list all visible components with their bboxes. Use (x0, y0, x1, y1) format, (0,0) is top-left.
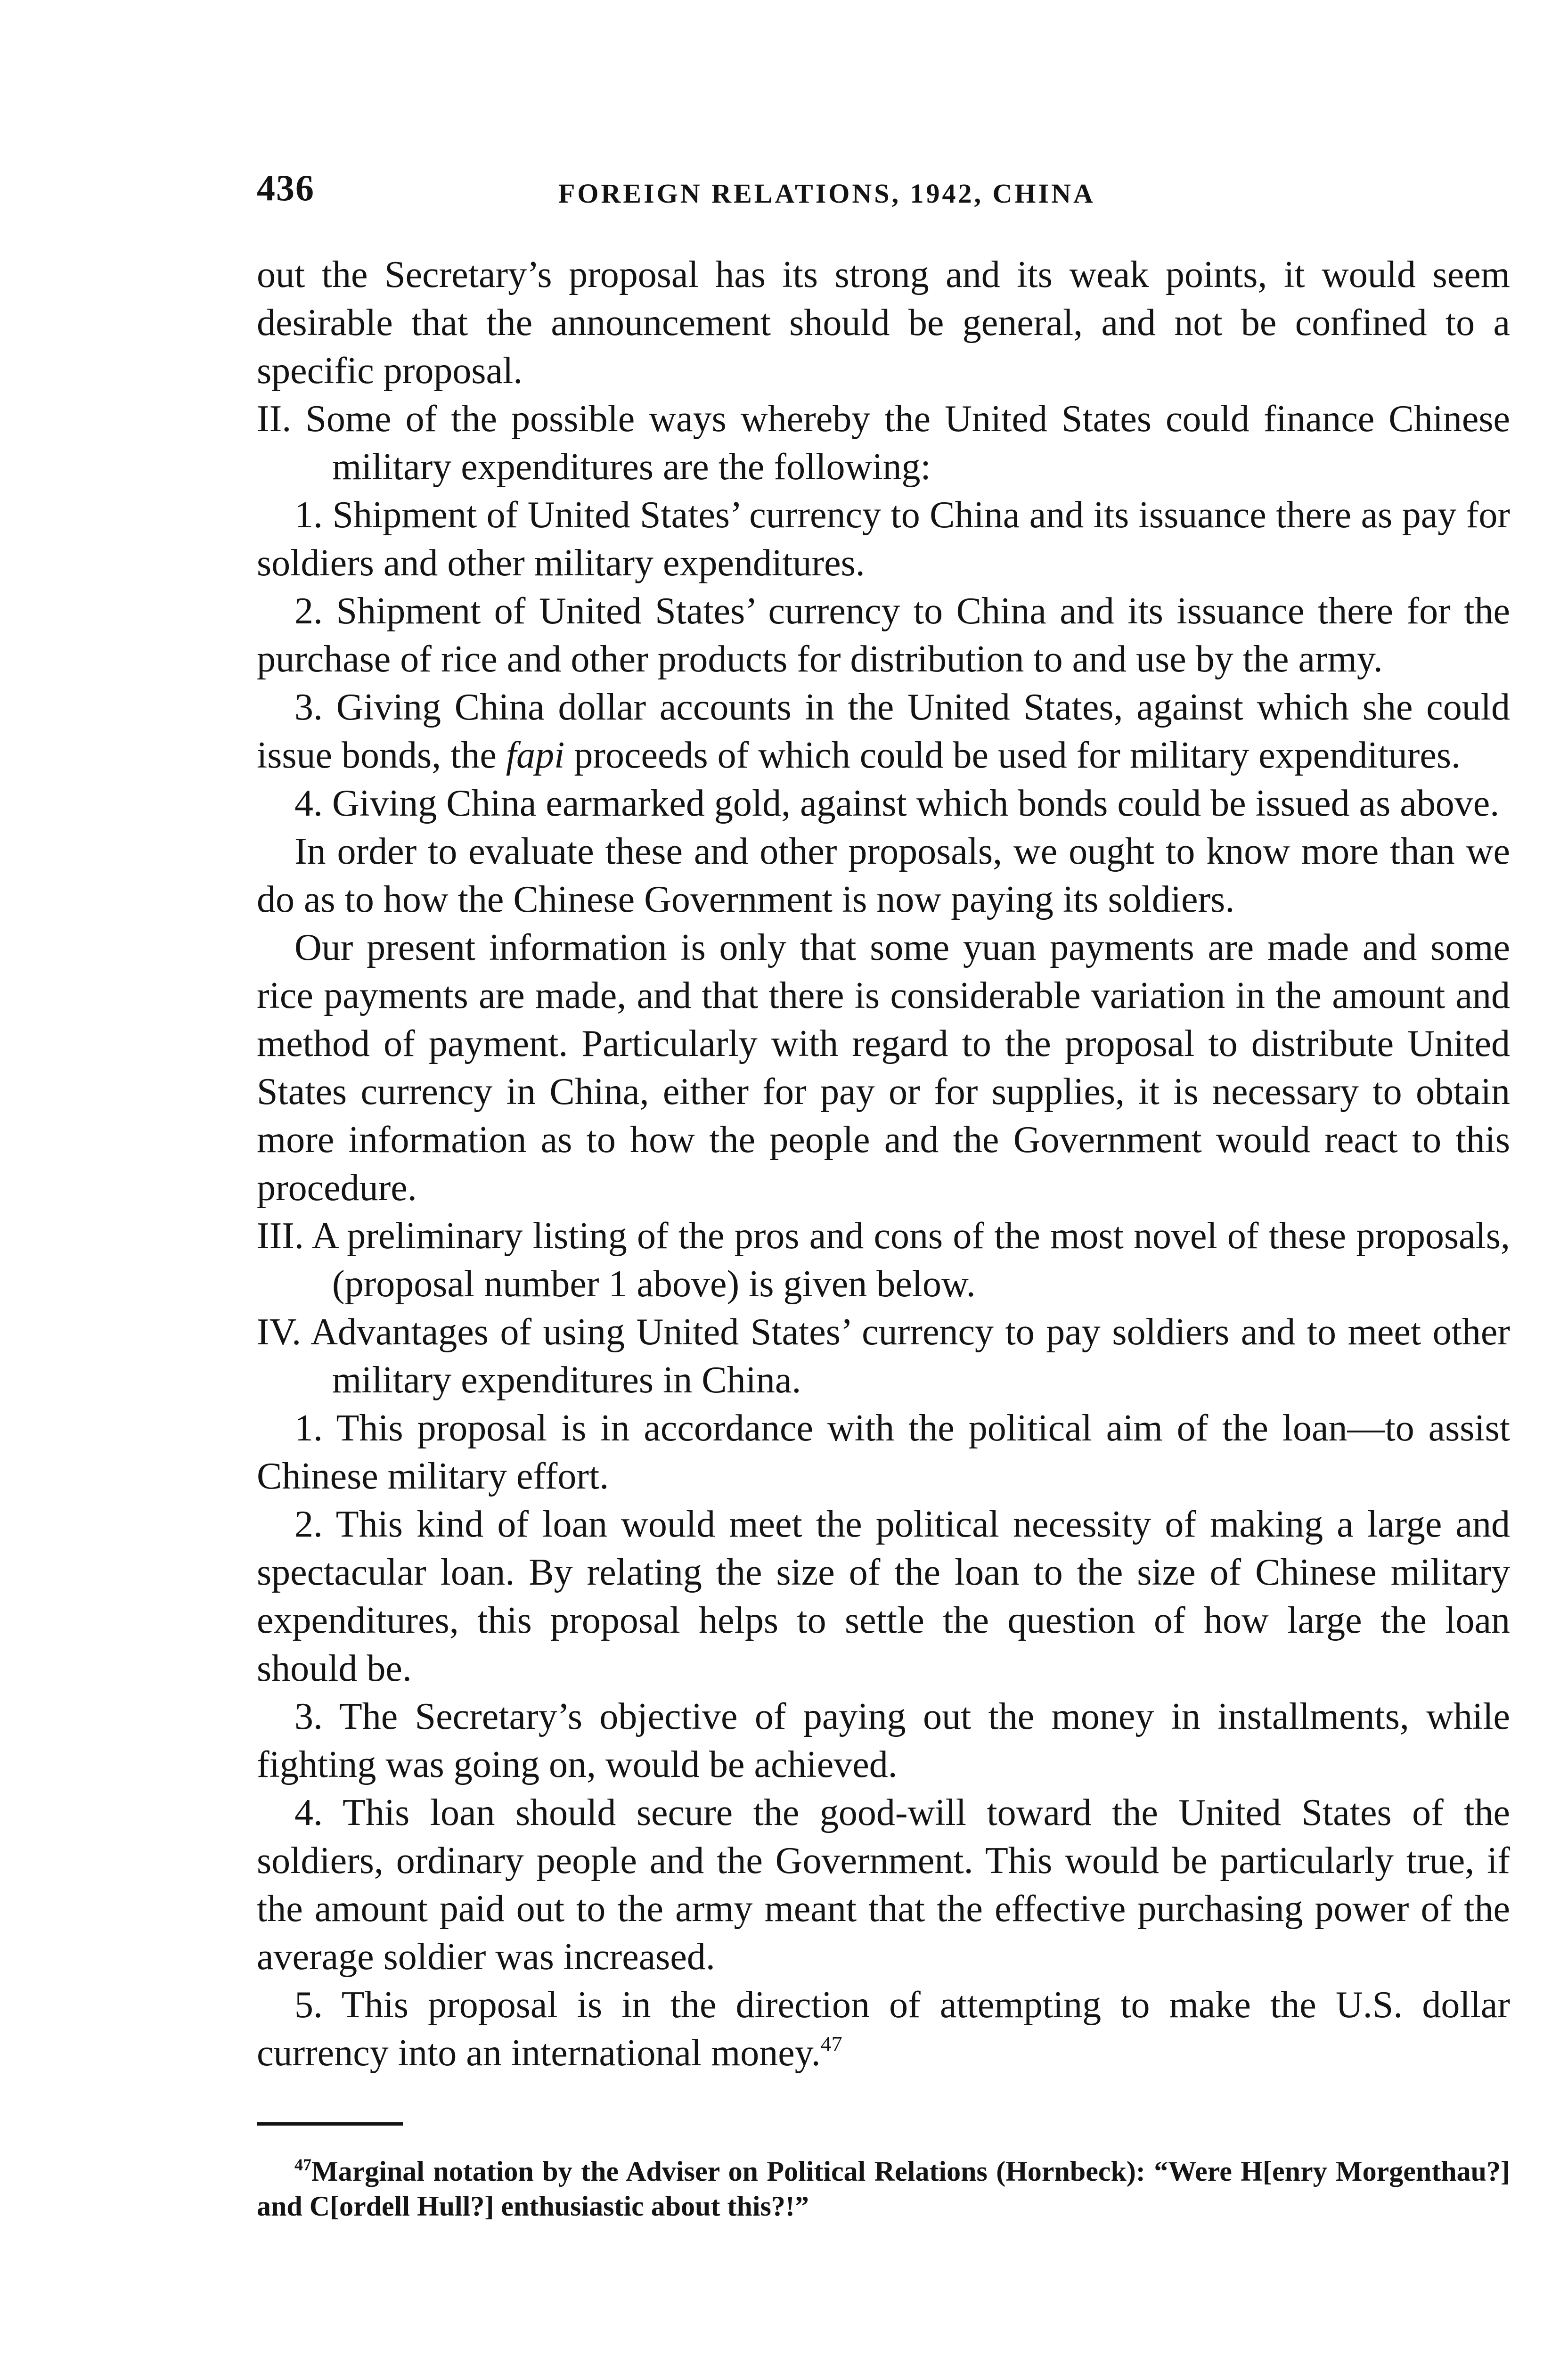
list-item: 2. This kind of loan would meet the political necessity of making a large and spectacular loan. By relating the size of the loan to the size of Chinese military expenditures, this proposal helps to settle the question of how large the loan should be. (257, 1504, 1510, 1689)
list-item: 2. Shipment of United States’ currency to China and its issuance there for the purchase of rice and other products for distribution to and use by the army. (257, 590, 1510, 680)
list-item-text: proceeds of which could be used for military expenditures. (564, 735, 1461, 776)
list-item: 1. Shipment of United States’ currency to China and its issuance there as pay for soldiers and other military expenditures. (257, 494, 1510, 584)
section-ii: II. Some of the possible ways whereby the United States could finance Chinese military expenditures are the following: (257, 398, 1510, 488)
italic-term: fapi (506, 735, 565, 776)
page-number: 436 (257, 167, 315, 208)
body-text (257, 251, 1510, 2077)
footnote-divider (257, 2122, 403, 2126)
list-item (257, 683, 1510, 779)
list-item (257, 1981, 1510, 2077)
document-page (257, 167, 1510, 2252)
list-item-text: 5. This proposal is in the direction of attempting to make the U.S. dollar currency into an international money. (257, 1984, 1510, 2074)
paragraph: Our present information is only that some yuan payments are made and some rice payments are made, and that there is considerable variation in the amount and method of payment. Particularly with regard to the proposal to distribute United States currency in China, either for pay or for supplies, it is necessary to obtain more information as to how the people and the Government would react to this procedure. (257, 927, 1510, 1209)
footnote-mark: 47 (294, 2155, 311, 2174)
list-item-text: 3. Giving China dollar accounts in the United States, against which she could issue bonds, the (257, 687, 1510, 776)
paragraph: In order to evaluate these and other proposals, we ought to know more than we do as to how the Chinese Government is now paying its soldiers. (257, 831, 1510, 920)
footnote-reference[interactable]: 47 (820, 2032, 842, 2056)
list-item: 4. This loan should secure the good-will toward the United States of the soldiers, ordinary people and the Government. This would be particularly true, if the amount paid out to the army meant that the effective purchasing power of the average soldier was increased. (257, 1792, 1510, 1978)
list-item: 1. This proposal is in accordance with the political aim of the loan—to assist Chinese military effort. (257, 1407, 1510, 1497)
section-iii: III. A preliminary listing of the pros and cons of the most novel of these proposals, (proposal number 1 above) is given below. (257, 1215, 1510, 1305)
list-item: 3. The Secretary’s objective of paying out the money in installments, while fighting was going on, would be achieved. (257, 1696, 1510, 1785)
running-head: FOREIGN RELATIONS, 1942, CHINA (558, 178, 1095, 209)
list-item: 4. Giving China earmarked gold, against which bonds could be issued as above. (294, 783, 1500, 824)
footnote (257, 2154, 1510, 2224)
footnote-text: Marginal notation by the Adviser on Political Relations (Hornbeck): “Were H[enry Morgenthau?] and C[ordell Hull?] enthusiastic about this?!” (257, 2156, 1510, 2222)
paragraph: out the Secretary’s proposal has its strong and its weak points, it would seem desirable that the announcement should be general, and not be confined to a specific proposal. (257, 254, 1510, 392)
page-header (257, 167, 1510, 221)
section-iv: IV. Advantages of using United States’ currency to pay soldiers and to meet other military expenditures in China. (257, 1311, 1510, 1401)
